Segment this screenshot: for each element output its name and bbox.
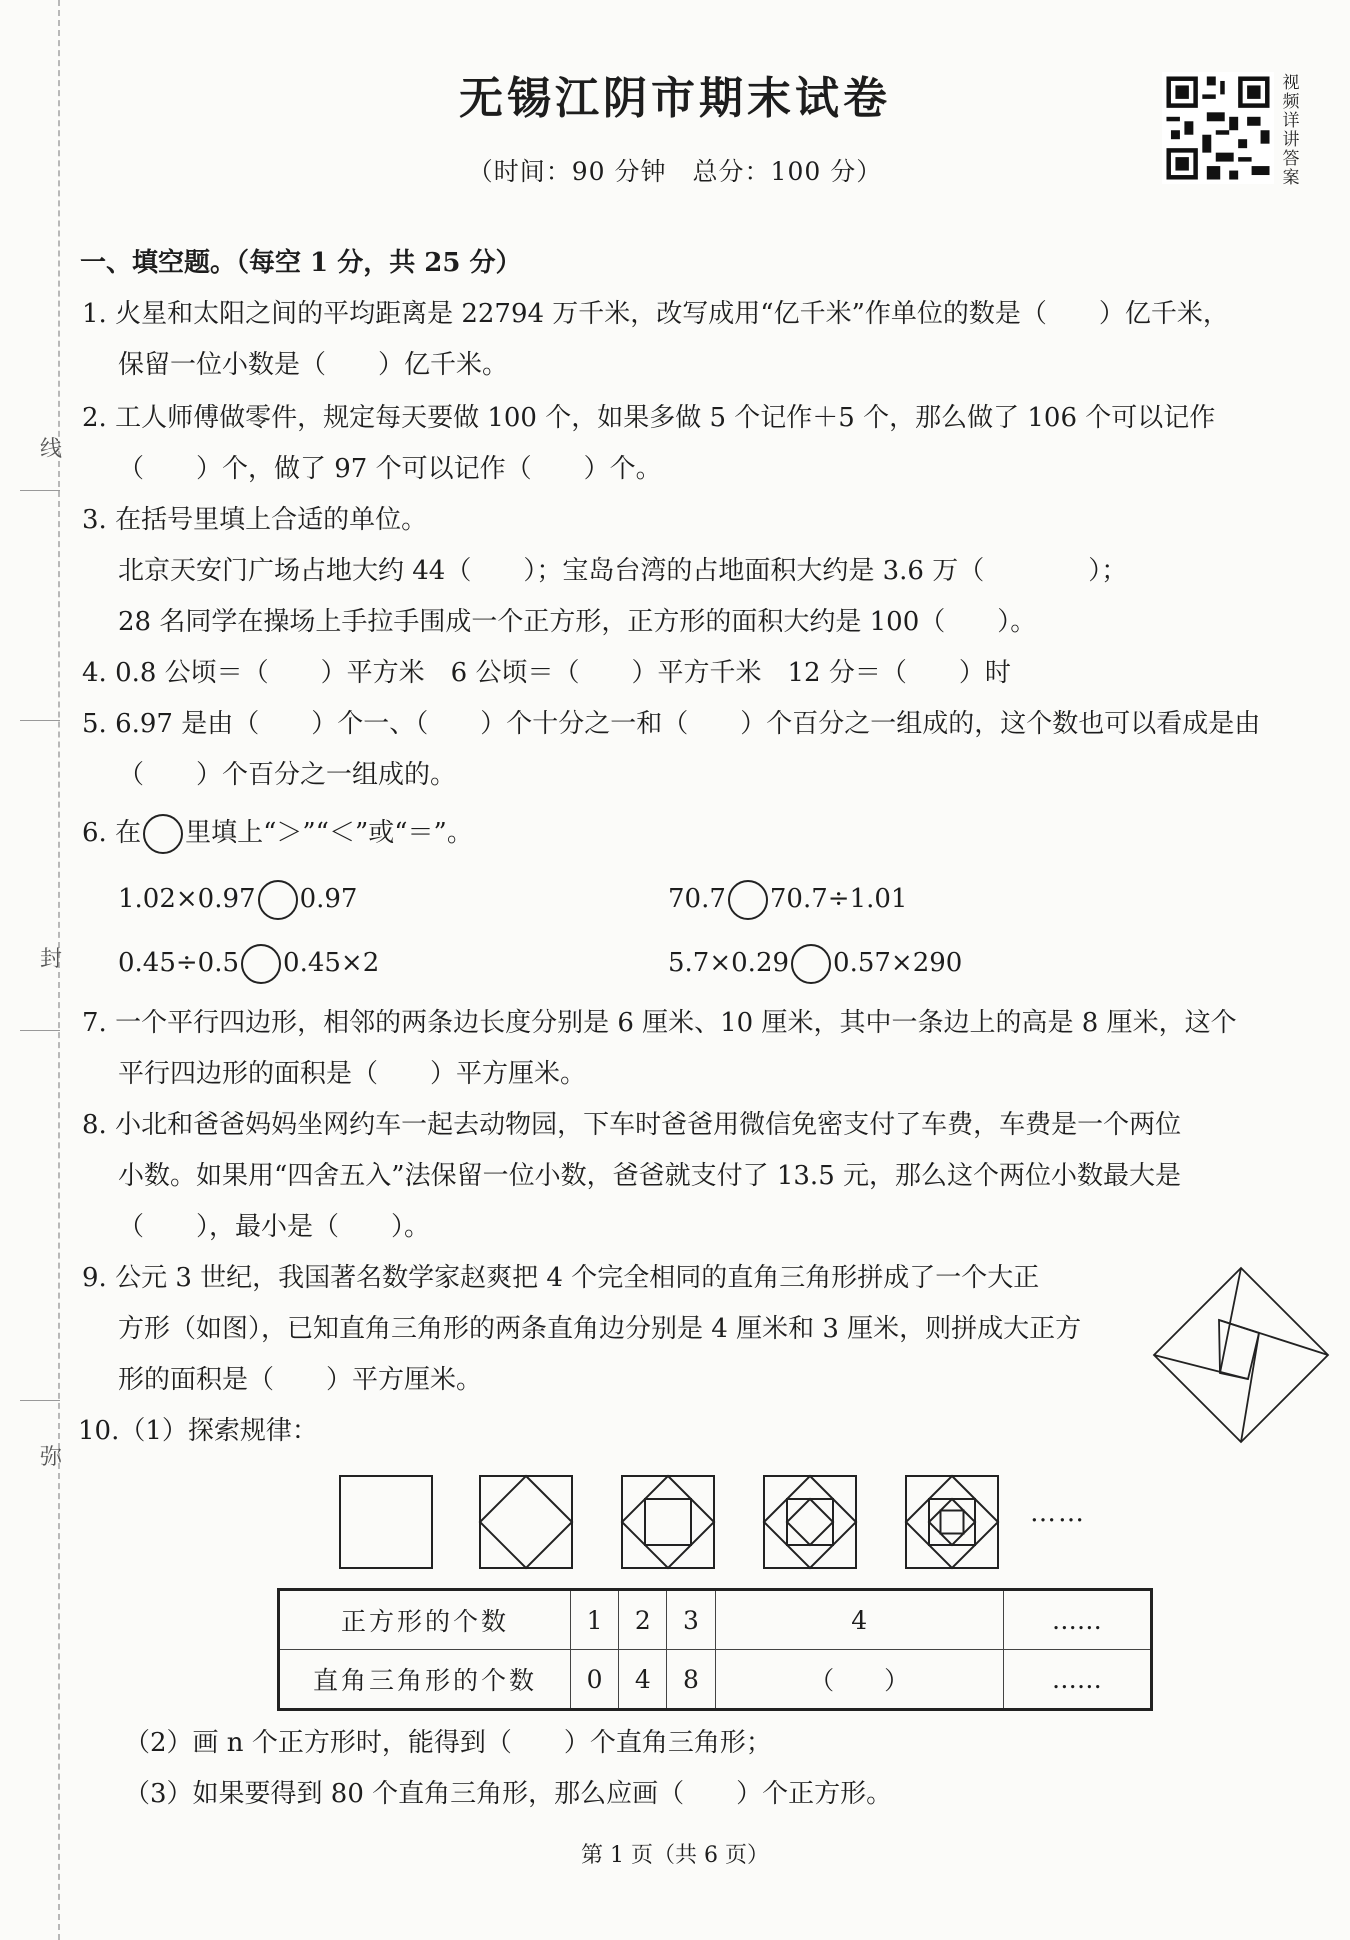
question-7-line-1: 7. 一个平行四边形，相邻的两条边长度分别是 6 厘米、10 厘米，其中一条边上的高是 8 厘米，这个 bbox=[82, 1008, 1237, 1038]
margin-label-line: 线 bbox=[40, 437, 63, 462]
question-1-line-2: 保留一位小数是（ ）亿千米。 bbox=[118, 350, 509, 380]
table-cell: …… bbox=[1003, 1590, 1151, 1650]
zhao-shuang-square-figure bbox=[1148, 1262, 1334, 1448]
question-1-line-1: 1. 火星和太阳之间的平均距离是 22794 万千米，改写成用“亿千米”作单位的数是（ ）亿千米， bbox=[82, 299, 1229, 329]
question-6-prefix: 6. 在 bbox=[82, 818, 142, 848]
question-10-line-1: 10.（1）探索规律： bbox=[78, 1416, 318, 1446]
question-2-line-1: 2. 工人师傅做零件，规定每天要做 100 个，如果多做 5 个记作＋5 个，那么做了 106 个可以记作 bbox=[82, 403, 1216, 433]
comparison-right: 0.97 bbox=[299, 884, 358, 914]
table-cell: 4 bbox=[715, 1590, 1003, 1650]
question-5-line-1: 5. 6.97 是由（ ）个一、（ ）个十分之一和（ ）个百分之一组成的，这个数也可以看成是由 bbox=[82, 709, 1261, 739]
comparison-right: 0.57×290 bbox=[833, 948, 963, 978]
margin-tick bbox=[20, 490, 60, 491]
comparison-circle bbox=[143, 814, 183, 854]
table-header-triangles: 直角三角形的个数 bbox=[279, 1650, 571, 1710]
table-cell: 8 bbox=[667, 1650, 715, 1710]
question-7-line-2: 平行四边形的面积是（ ）平方厘米。 bbox=[118, 1059, 587, 1089]
question-9-line-2: 方形（如图），已知直角三角形的两条直角边分别是 4 厘米和 3 厘米，则拼成大正方 bbox=[118, 1314, 1082, 1344]
question-3-line-3: 28 名同学在操场上手拉手围成一个正方形，正方形的面积大约是 100（ ）。 bbox=[118, 607, 1037, 637]
question-10-line-2: （2）画 n 个正方形时，能得到（ ）个直角三角形； bbox=[124, 1728, 772, 1758]
table-cell: 0 bbox=[571, 1650, 619, 1710]
comparison-left: 5.7×0.29 bbox=[668, 948, 790, 978]
table-cell: …… bbox=[1003, 1650, 1151, 1710]
table-cell: 4 bbox=[619, 1650, 667, 1710]
nested-squares-sequence bbox=[330, 1466, 1130, 1596]
question-9-line-1: 9. 公元 3 世纪，我国著名数学家赵爽把 4 个完全相同的直角三角形拼成了一个大正 bbox=[82, 1263, 1040, 1293]
comparison-left: 1.02×0.97 bbox=[118, 884, 256, 914]
question-8-line-1: 8. 小北和爸爸妈妈坐网约车一起去动物园，下车时爸爸用微信免密支付了车费，车费是一个两位 bbox=[82, 1110, 1182, 1140]
comparison-circle[interactable] bbox=[258, 880, 298, 920]
question-10-line-3: （3）如果要得到 80 个直角三角形，那么应画（ ）个正方形。 bbox=[124, 1779, 893, 1809]
margin-tick bbox=[20, 1030, 60, 1031]
margin-tick bbox=[20, 1400, 60, 1401]
comparison-left: 0.45÷0.5 bbox=[118, 948, 240, 978]
table-row bbox=[279, 1650, 1152, 1710]
question-6-prompt bbox=[82, 814, 473, 854]
comparison-item-3 bbox=[118, 944, 379, 984]
qr-code-icon[interactable] bbox=[1162, 72, 1274, 184]
section-heading: 一、填空题。（每空 1 分，共 25 分） bbox=[80, 248, 522, 278]
answer-blank-cell[interactable]: （ ） bbox=[715, 1650, 1003, 1710]
question-3-line-1: 3. 在括号里填上合适的单位。 bbox=[82, 505, 428, 535]
table-cell: 2 bbox=[619, 1590, 667, 1650]
exam-time-score: （时间：90 分钟 总分：100 分） bbox=[467, 157, 883, 186]
qr-label: 视频详讲答案 bbox=[1282, 73, 1300, 188]
question-8-line-2: 小数。如果用“四舍五入”法保留一位小数，爸爸就支付了 13.5 元，那么这个两位小数最大是 bbox=[118, 1161, 1182, 1191]
page-footer: 第 1 页（共 6 页） bbox=[581, 1843, 769, 1868]
comparison-item-4 bbox=[668, 944, 962, 984]
question-6-suffix: 里填上“＞”“＜”或“＝”。 bbox=[185, 818, 473, 848]
table-header-squares: 正方形的个数 bbox=[279, 1590, 571, 1650]
comparison-circle[interactable] bbox=[728, 880, 768, 920]
question-5-line-2: （ ）个百分之一组成的。 bbox=[118, 760, 457, 790]
comparison-item-1 bbox=[118, 880, 357, 920]
comparison-item-2 bbox=[668, 880, 907, 920]
comparison-right: 70.7÷1.01 bbox=[769, 884, 908, 914]
page-title: 无锡江阴市期末试卷 bbox=[459, 73, 891, 124]
table-row bbox=[279, 1590, 1152, 1650]
comparison-circle[interactable] bbox=[791, 944, 831, 984]
table-cell: 3 bbox=[667, 1590, 715, 1650]
margin-label-seal: 封 bbox=[40, 947, 63, 972]
table-cell: 1 bbox=[571, 1590, 619, 1650]
margin-label-secret: 弥 bbox=[40, 1445, 63, 1470]
question-8-line-3: （ ），最小是（ ）。 bbox=[118, 1212, 431, 1242]
question-3-line-2: 北京天安门广场占地大约 44（ ）；宝岛台湾的占地面积大约是 3.6 万（ ）； bbox=[118, 556, 1128, 586]
question-2-line-2: （ ）个，做了 97 个可以记作（ ）个。 bbox=[118, 454, 662, 484]
question-9-line-3: 形的面积是（ ）平方厘米。 bbox=[118, 1365, 483, 1395]
comparison-circle[interactable] bbox=[241, 944, 281, 984]
sequence-ellipsis: …… bbox=[1030, 1498, 1086, 1528]
question-4: 4. 0.8 公顷＝（ ）平方米 6 公顷＝（ ）平方千米 12 分＝（ ）时 bbox=[82, 658, 1011, 688]
pattern-table bbox=[277, 1588, 1153, 1711]
comparison-left: 70.7 bbox=[668, 884, 726, 914]
margin-tick bbox=[20, 720, 60, 721]
comparison-right: 0.45×2 bbox=[283, 948, 380, 978]
